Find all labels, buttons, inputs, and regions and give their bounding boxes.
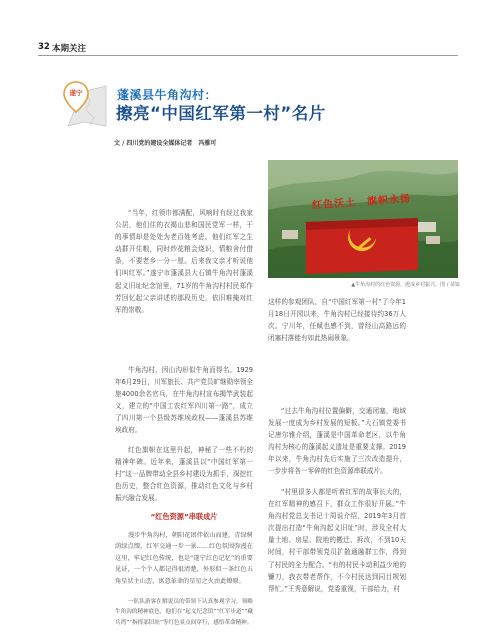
village-photo [268, 160, 458, 278]
article-title: 擦亮“中国红军第一村”名片 [116, 104, 326, 123]
left-paragraph-3: 红色旗帜在这里升起，神秘了一些不朽的精神年碑。近年来，蓬溪县以“中国红军第一村”这一品牌带动全县乡村建设为抓手，深挖红色历史，整合红色资源，推动红色文化与乡村振兴融合发展。 [115, 446, 253, 503]
header-rule [38, 55, 458, 56]
right-paragraph-2: “过去牛角沟村位置偏僻，交通闭塞，地域发展一度成为乡村发展的短板。”大石镇党委书记唐尔雅介绍，蓬溪是中国革命老区，以牛角沟村为核心的蓬溪起义遗址是重要支撑。2019年以来，牛角沟村先后实施了三次改造提升，一步步将各一零碎的红色资源串联成片。 [268, 407, 406, 476]
page-number: 32 [38, 42, 50, 52]
left-paragraph-4: 漫步牛角沟村，朝阳花团伴依山而建，青绿树荫绿点缀，红军交通一步一景……红色氛围弥漫在这里，牢记红色传统，也是“遂宁红色记忆”的重要见证，一个个人都记得很清楚，外形似一条红色五角星状主山峦，寓意革命的星星之火由此燎原。 [115, 532, 253, 585]
article-kicker: 蓬溪县牛角沟村： [117, 88, 218, 102]
right-paragraph-3: “村里很多人都是听着红军的故事长大的，在红军精神的感召下，群众工作很好开展。”牛角沟村党总支书记十周说介绍，2019年3月首次提出打造“牛角沟起义旧址”时，涉及全村大量土地、房屋、院地的搬迁、拆改，不到10天时间，村干部带领党员扩散通融群工作，得到了村民的全力配合。“有的村民卡动利益少地的镰刀，我衣带老帮作，不今村民达到同目规划帮忙。”王秀意解说，党委重视，干部给力，村 [268, 488, 406, 593]
location-badge [62, 80, 108, 130]
section-subheading: “红色资源”串联成片 [150, 512, 218, 521]
article-byline: 文 / 四川党的建设全媒体记者 冯雅可 [114, 140, 217, 147]
section-title: 本期关注 [52, 44, 87, 54]
left-paragraph-1: “当年，红领巾都满配，风响时有经过我家公居，他们住的衣褐山悲和国民党军一样，干的事情却是处处为老百姓考虑。他们红军之生动群开住粮，同时炒花粮会烧识，情粮舍付借条，不要老乡一分一厘。后来我文亲才听说他们叫红军。”遂宁市蓬溪县大石镇牛角沟村蓬溪起义旧址纪念馆里，71岁的牛角沟村村民郑作芳回忆起父亲讲述的那段历史，依旧难掩对红军的崇敬。 [115, 209, 253, 314]
badge-label: 遂宁 [69, 89, 83, 97]
right-paragraph-1: 这样的参观团队，自“中国红军第一村”了今年1月18日开园以来，牛角沟村已经接待约36万人次。宁川年，任赋也感不到，曾经山高路远的闭塞村落能有如此热闹景象。 [268, 298, 406, 343]
photo-banner-text: 红色沃土 旗帜永扬 [311, 193, 412, 212]
photo-caption: ▲牛角沟村的红色资源、题成乡村振兴。图 / 苗锐 [351, 282, 460, 288]
left-paragraph-2: 牛角沟村，因山沟形似牛角而得名。1929年6月29日，川军旅长、共产党员旷继勋率领全旅4000余名官兵，在牛角沟村宣布揭竿武装起义，建立的“中国工农红军四川第一路”，成立了四川第一个县级苏维埃政权——蓬溪县苏维埃政府。 [115, 366, 253, 435]
left-paragraph-5: 一队队游客在解说员的带领下认真参观学习，领略牛角沟的精神底色，他们在“起义纪念馆”“红军步道”“藏兵湾”“指挥部旧址”等红色景点间穿行，感悟革命精神。 [115, 599, 253, 626]
